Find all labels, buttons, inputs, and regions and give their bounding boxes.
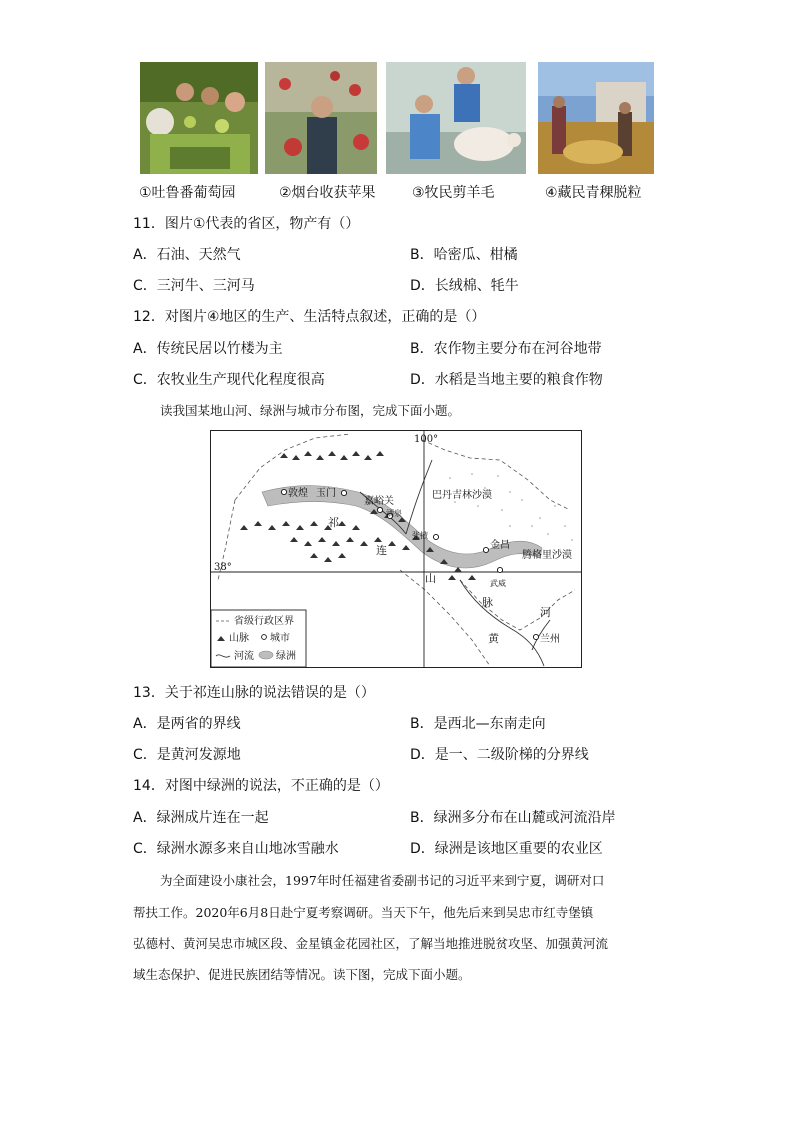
ningxia-intro-line-2: 帮扶工作。2020年6月8日赴宁夏考察调研。当天下午，他先后来到吴忠市红寺堡镇 — [133, 905, 594, 920]
question-12-stem: 12．对图片④地区的生产、生活特点叙述，正确的是（） — [133, 309, 486, 325]
legend-mountain: 山脉 — [229, 633, 249, 644]
question-14-stem: 14．对图中绿洲的说法，不正确的是（） — [133, 778, 389, 794]
photo-caption-3: ③牧民剪羊毛 — [412, 185, 495, 201]
photo-strip — [138, 62, 658, 180]
grape-harvest-photo — [140, 62, 258, 174]
map-city-lanzhou: 兰州 — [540, 634, 560, 645]
map-badain-desert: 巴丹吉林沙漠 — [432, 490, 492, 501]
map-intro-text: 读我国某地山河、绿洲与城市分布图，完成下面小题。 — [160, 403, 461, 418]
map-longitude-label: 100° — [414, 434, 439, 445]
apple-harvest-photo — [265, 62, 377, 174]
map-legend — [211, 610, 306, 667]
q13-option-a: A．是两省的界线 — [133, 716, 241, 732]
q11-option-c: C．三河牛、三河马 — [133, 278, 255, 294]
map-mountain-shan: 山 — [425, 572, 436, 585]
q14-option-b: B．绿洲多分布在山麓或河流沿岸 — [410, 810, 616, 826]
legend-boundary: 省级行政区界 — [234, 616, 294, 627]
map-latitude-label: 38° — [214, 562, 232, 573]
question-11-stem: 11．图片①代表的省区，物产有（） — [133, 216, 360, 232]
map-city-jinchang: 金昌 — [490, 540, 510, 551]
map-river-he: 河 — [540, 606, 551, 619]
sheep-shearing-photo — [386, 62, 526, 174]
map-city-wuwei: 武威 — [490, 579, 506, 588]
map-city-dunhuang: 敦煌 — [288, 488, 308, 499]
q14-option-d: D．绿洲是该地区重要的农业区 — [410, 841, 603, 857]
q14-option-c: C．绿洲水源多来自山地冰雪融水 — [133, 841, 339, 857]
q13-option-d: D．是一、二级阶梯的分界线 — [410, 747, 589, 763]
legend-river: 河流 — [234, 651, 254, 662]
map-river-huang: 黄 — [488, 632, 499, 645]
barley-threshing-photo — [538, 62, 654, 174]
legend-city: 城市 — [270, 633, 290, 644]
question-13-stem: 13．关于祁连山脉的说法错误的是（） — [133, 685, 375, 701]
q11-option-d: D．长绒棉、牦牛 — [410, 278, 519, 294]
q14-option-a: A．绿洲成片连在一起 — [133, 810, 269, 826]
ningxia-intro-line-4: 域生态保护、促进民族团结等情况。读下图，完成下面小题。 — [133, 967, 471, 982]
photo-caption-2: ②烟台收获苹果 — [279, 185, 376, 201]
q12-option-b: B．农作物主要分布在河谷地带 — [410, 341, 602, 357]
photo-caption-4: ④藏民青稞脱粒 — [545, 185, 642, 201]
legend-oasis: 绿洲 — [276, 651, 296, 662]
map-tengger-desert: 腾格里沙漠 — [522, 550, 572, 561]
q13-option-c: C．是黄河发源地 — [133, 747, 241, 763]
map-mountain-mai: 脉 — [482, 596, 493, 609]
q12-option-a: A．传统民居以竹楼为主 — [133, 341, 283, 357]
q11-option-a: A．石油、天然气 — [133, 247, 241, 263]
q12-option-c: C．农牧业生产现代化程度很高 — [133, 372, 325, 388]
q12-option-d: D．水稻是当地主要的粮食作物 — [410, 372, 603, 388]
map-city-yumen: 玉门 — [316, 488, 336, 499]
map-city-jiayuguan: 嘉峪关 — [364, 496, 394, 507]
ningxia-intro-line-1: 为全面建设小康社会，1997年时任福建省委副书记的习近平来到宁夏，调研对口 — [160, 873, 605, 888]
map-city-jiuquan: 酒泉 — [386, 509, 402, 518]
q11-option-b: B．哈密瓜、柑橘 — [410, 247, 518, 263]
photo-caption-1: ①吐鲁番葡萄园 — [139, 185, 236, 201]
map-city-zhangye: 张掖 — [412, 531, 428, 540]
map-mountain-lian: 连 — [376, 544, 387, 557]
q13-option-b: B．是西北—东南走向 — [410, 716, 546, 732]
ningxia-intro-line-3: 弘德村、黄河吴忠市城区段、金星镇金花园社区，了解当地推进脱贫攻坚、加强黄河流 — [133, 936, 609, 951]
map-mountain-qi: 祁 — [328, 516, 339, 529]
oasis-city-map — [210, 430, 582, 668]
